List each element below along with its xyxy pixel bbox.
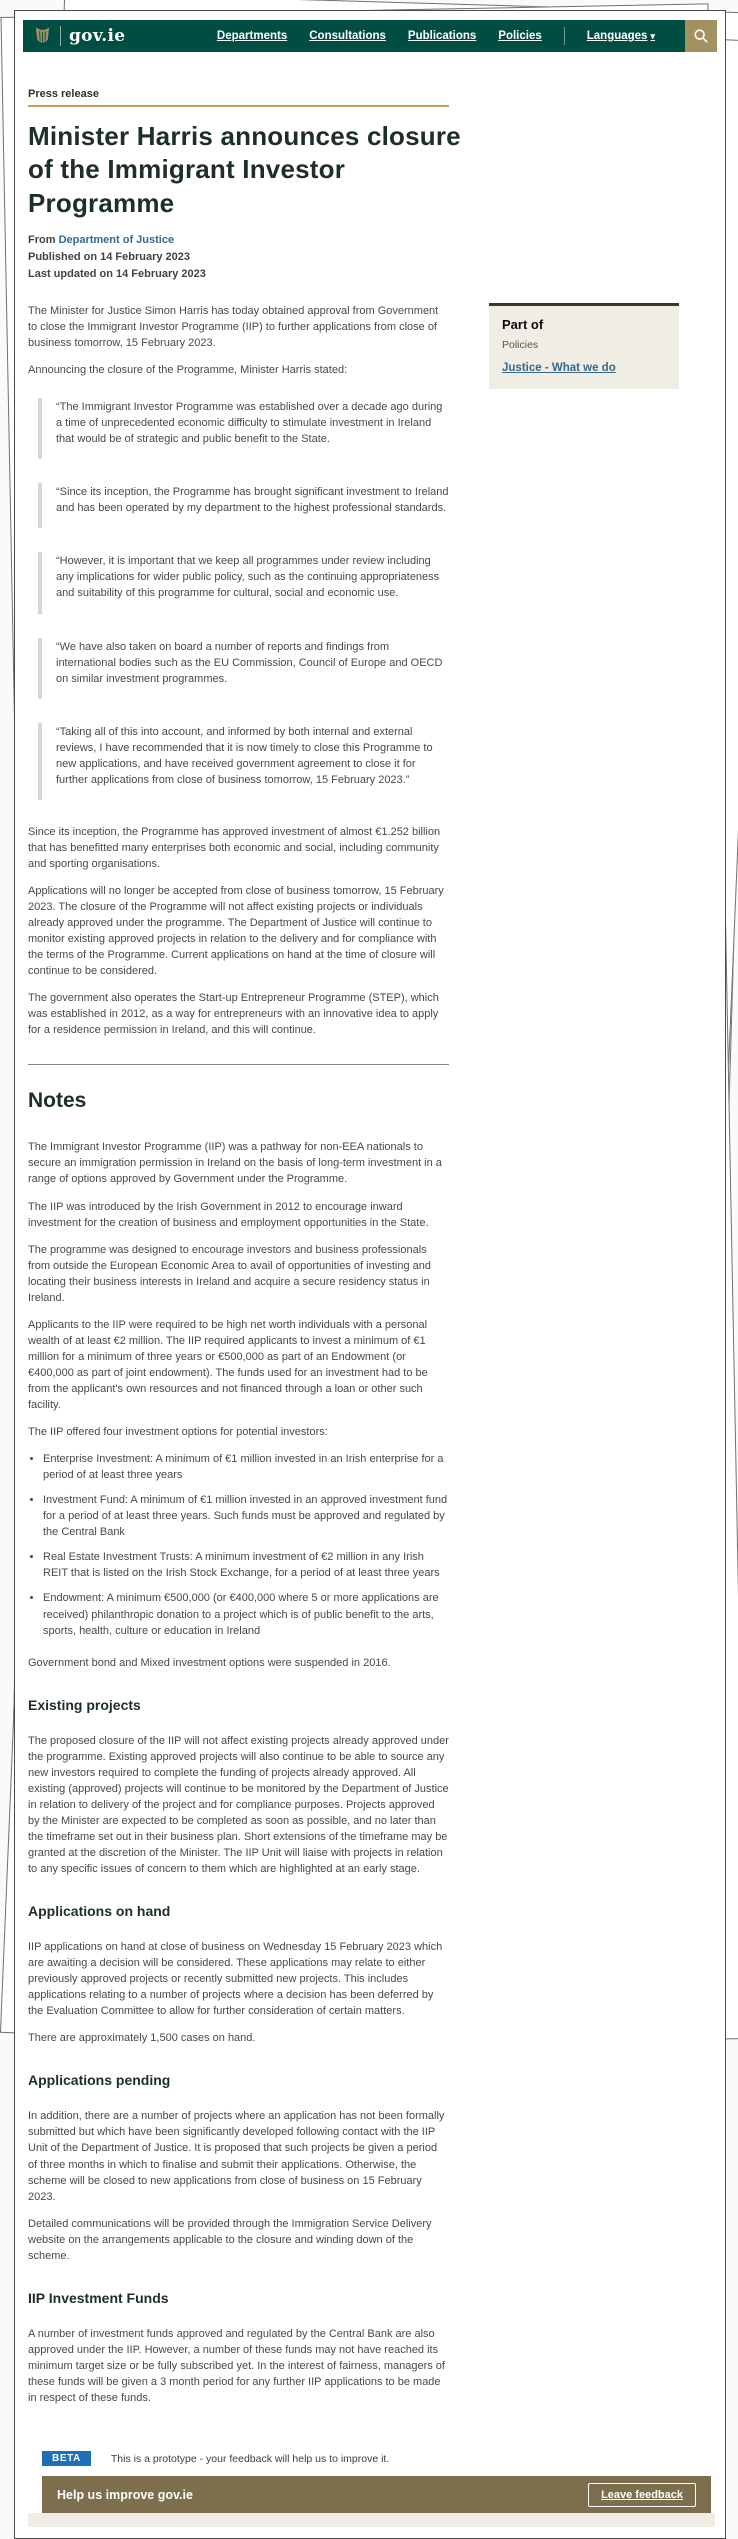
page-sheet (14, 10, 726, 2539)
quote: “We have also taken on board a number of reports and findings from international bodies such as the EU Commission, Council of Europe and OECD on similar investment programmes. (38, 638, 449, 699)
meta-updated: Last updated on 14 February 2023 (28, 266, 725, 283)
section-paragraph: The proposed closure of the IIP will not affect existing projects already approved under the programme. Existing approved projects will also continue to be able to source any new investors required to complete the funding of projects already approved. All existing (approved) projects will continue to be monitored by the Department of Justice in relation to delivery of the project and for compliance purposes. Projects approved by the Minister are expected to be completed as soon as possible, and no later than the timeframe set out in their business plan. Short extensions of the timeframe may be granted at the discretion of the Minister. The IIP Unit will liaise with projects in relation to any specific issues of concern to them which are highlighted at an early stage. (28, 1733, 449, 1877)
meta-published: Published on 14 February 2023 (28, 249, 725, 266)
section-paragraph: In addition, there are a number of projects where an application has not been formally submitted but which have been significantly developed following contact with the IIP Unit of the Department of Justice. It is proposed that such projects be given a period of three months in which to finalise and submit their applications. Otherwise, the scheme will be closed to new applications from close of business on 15 February 2023. (28, 2108, 449, 2204)
notes-paragraph: Applicants to the IIP were required to be high net worth individuals with a personal wealth of at least €2 million. The IIP required applicants to invest a minimum of €1 million for a minimum of three years or €500,000 as part of an Endowment (or €400,000 as part of joint endowment). The funds used for an investment had to be from the applicant's own resources and not financed through a loan or other such facility. (28, 1317, 449, 1413)
notes-paragraph: The IIP was introduced by the Irish Government in 2012 to encourage inward investment for the creation of business and employment opportunities in the State. (28, 1199, 449, 1231)
investment-options-list (28, 1451, 449, 1638)
subsection-heading: Applications pending (28, 2072, 449, 2088)
article-body-row (28, 303, 725, 2417)
logo-divider (60, 26, 61, 46)
leave-feedback-button[interactable]: Leave feedback (588, 2483, 696, 2507)
feedback-title: Help us improve gov.ie (57, 2488, 193, 2502)
primary-nav (217, 20, 717, 52)
nav-divider (564, 27, 565, 45)
body-paragraph: Since its inception, the Programme has approved investment of almost €1.252 billion that has benefitted many enterprises both economic and social, including community and sporting organisations. (28, 824, 449, 872)
search-button[interactable] (685, 20, 717, 52)
nav-departments[interactable]: Departments (217, 30, 287, 42)
feedback-bar (42, 2476, 711, 2513)
nav-consultations[interactable]: Consultations (309, 30, 386, 42)
part-of-box (489, 303, 679, 389)
logo-text: gov.ie (69, 26, 125, 46)
list-item: • Investment Fund: A minimum of €1 million invested in an approved investment fund for a period of at least three years. Such funds must be approved and regulated by the Central Bank (43, 1492, 449, 1540)
list-item: • Endowment: A minimum €500,000 (or €400,000 where 5 or more applications are received) philanthropic donation to a project which is of public benefit to the arts, sports, health, culture or education in Ireland (43, 1590, 449, 1638)
search-icon (693, 28, 709, 44)
notes-paragraph: The IIP offered four investment options for potential investors: (28, 1424, 449, 1440)
article-meta (28, 232, 725, 283)
article-main-column (28, 303, 449, 2417)
notes-paragraph: The Immigrant Investor Programme (IIP) was a pathway for non-EEA nationals to secure an immigration permission in Ireland on the basis of long-term investment in a range of options approved by Government under the Programme. (28, 1139, 449, 1187)
notes-heading: Notes (28, 1089, 449, 1113)
list-item: • Enterprise Investment: A minimum of €1 million invested in an Irish enterprise for a period of at least three years (43, 1451, 449, 1483)
section-paragraph: IIP applications on hand at close of business on Wednesday 15 February 2023 which are awaiting a decision will be considered. These applications may relate to either previously approved projects or recently submitted new projects. This includes applications relating to a number of projects where a decision has been deferred by the Evaluation Committee to allow for further consideration of certain matters. (28, 1939, 449, 2019)
justice-what-we-do-link[interactable]: Justice - What we do (502, 362, 616, 374)
notes-paragraph: Government bond and Mixed investment options were suspended in 2016. (28, 1655, 449, 1671)
page-footer (15, 2417, 725, 2538)
subsection-heading: Applications on hand (28, 1903, 449, 1919)
subsection-heading: Existing projects (28, 1697, 449, 1713)
meta-from: From Department of Justice (28, 232, 725, 249)
nav-languages[interactable]: Languages ▾ (587, 30, 655, 42)
body-paragraph: Applications will no longer be accepted from close of business tomorrow, 15 February 2023. The closure of the Programme will not affect existing projects or individuals already approved under the programme. The Department of Justice will continue to monitor existing approved projects in relation to the delivery and for compliance with the terms of the Programme. Current applications on hand at the time of closure will continue to be considered. (28, 883, 449, 979)
section-paragraph: Detailed communications will be provided through the Immigration Service Delivery website on the arrangements applicable to the closure and winding down of the scheme. (28, 2216, 449, 2264)
nav-publications[interactable]: Publications (408, 30, 476, 42)
section-divider (28, 1064, 449, 1065)
part-of-title: Part of (502, 317, 666, 332)
section-paragraph: There are approximately 1,500 cases on hand. (28, 2030, 449, 2046)
subsection-heading: IIP Investment Funds (28, 2290, 449, 2306)
site-header (23, 20, 717, 52)
department-of-justice-link[interactable]: Department of Justice (59, 234, 175, 246)
beta-badge: BETA (42, 2451, 91, 2466)
intro-paragraph: The Minister for Justice Simon Harris has today obtained approval from Government to close the Immigrant Investor Programme (IIP) to further applications from close of business tomorrow, 15 February 2023. (28, 303, 449, 351)
article-content (15, 52, 725, 2417)
article-sidebar (489, 303, 679, 389)
section-paragraph: A number of investment funds approved and regulated by the Central Bank are also approved under the IIP. However, a number of these funds may not have reached its minimum target size or be fully subscribed yet. In the interest of fairness, managers of these funds will be given a 3 month period for any further IIP applications to be made in respect of these funds. (28, 2326, 449, 2406)
quote: “Since its inception, the Programme has brought significant investment to Ireland and has been operated by my department to the highest professional standards. (38, 483, 449, 528)
harp-icon (33, 25, 52, 47)
beta-banner (15, 2451, 725, 2476)
chevron-down-icon: ▾ (650, 31, 655, 41)
govie-logo[interactable] (33, 25, 125, 47)
part-of-category: Policies (502, 339, 666, 351)
page-title: Minister Harris announces closure of the Immigrant Investor Programme (28, 120, 483, 220)
footer-strip (28, 2513, 715, 2527)
quote: “The Immigrant Investor Programme was established over a decade ago during a time of unprecedented economic difficulty to stimulate investment in Ireland that would be of strategic and public benefit to the State. (38, 398, 449, 459)
nav-policies[interactable]: Policies (498, 30, 541, 42)
beta-text: This is a prototype - your feedback will help us to improve it. (111, 2453, 389, 2465)
notes-paragraph: The programme was designed to encourage investors and business professionals from outside the European Economic Area to avail of opportunities of investing and locating their business interests in Ireland and acquire a secure residency status in Ireland. (28, 1242, 449, 1306)
list-item: • Real Estate Investment Trusts: A minimum investment of €2 million in any Irish REIT that is listed on the Irish Stock Exchange, for a period of at least three years (43, 1549, 449, 1581)
intro-paragraph: Announcing the closure of the Programme, Minister Harris stated: (28, 362, 449, 378)
quote: “Taking all of this into account, and informed by both internal and external reviews, I have recommended that it is now timely to close this Programme to new applications, and have received government agreement to close it for further applications from close of business tomorrow, 15 February 2023.” (38, 723, 449, 800)
quote: “However, it is important that we keep all programmes under review including any implications for wider public policy, such as the continuing appropriateness and suitability of this programme for cultural, social and economic use. (38, 552, 449, 613)
press-release-kicker: Press release (28, 88, 449, 107)
body-paragraph: The government also operates the Start-up Entrepreneur Programme (STEP), which was established in 2012, as a way for entrepreneurs with an innovative idea to apply for a residence permission in Ireland, and this will continue. (28, 990, 449, 1038)
